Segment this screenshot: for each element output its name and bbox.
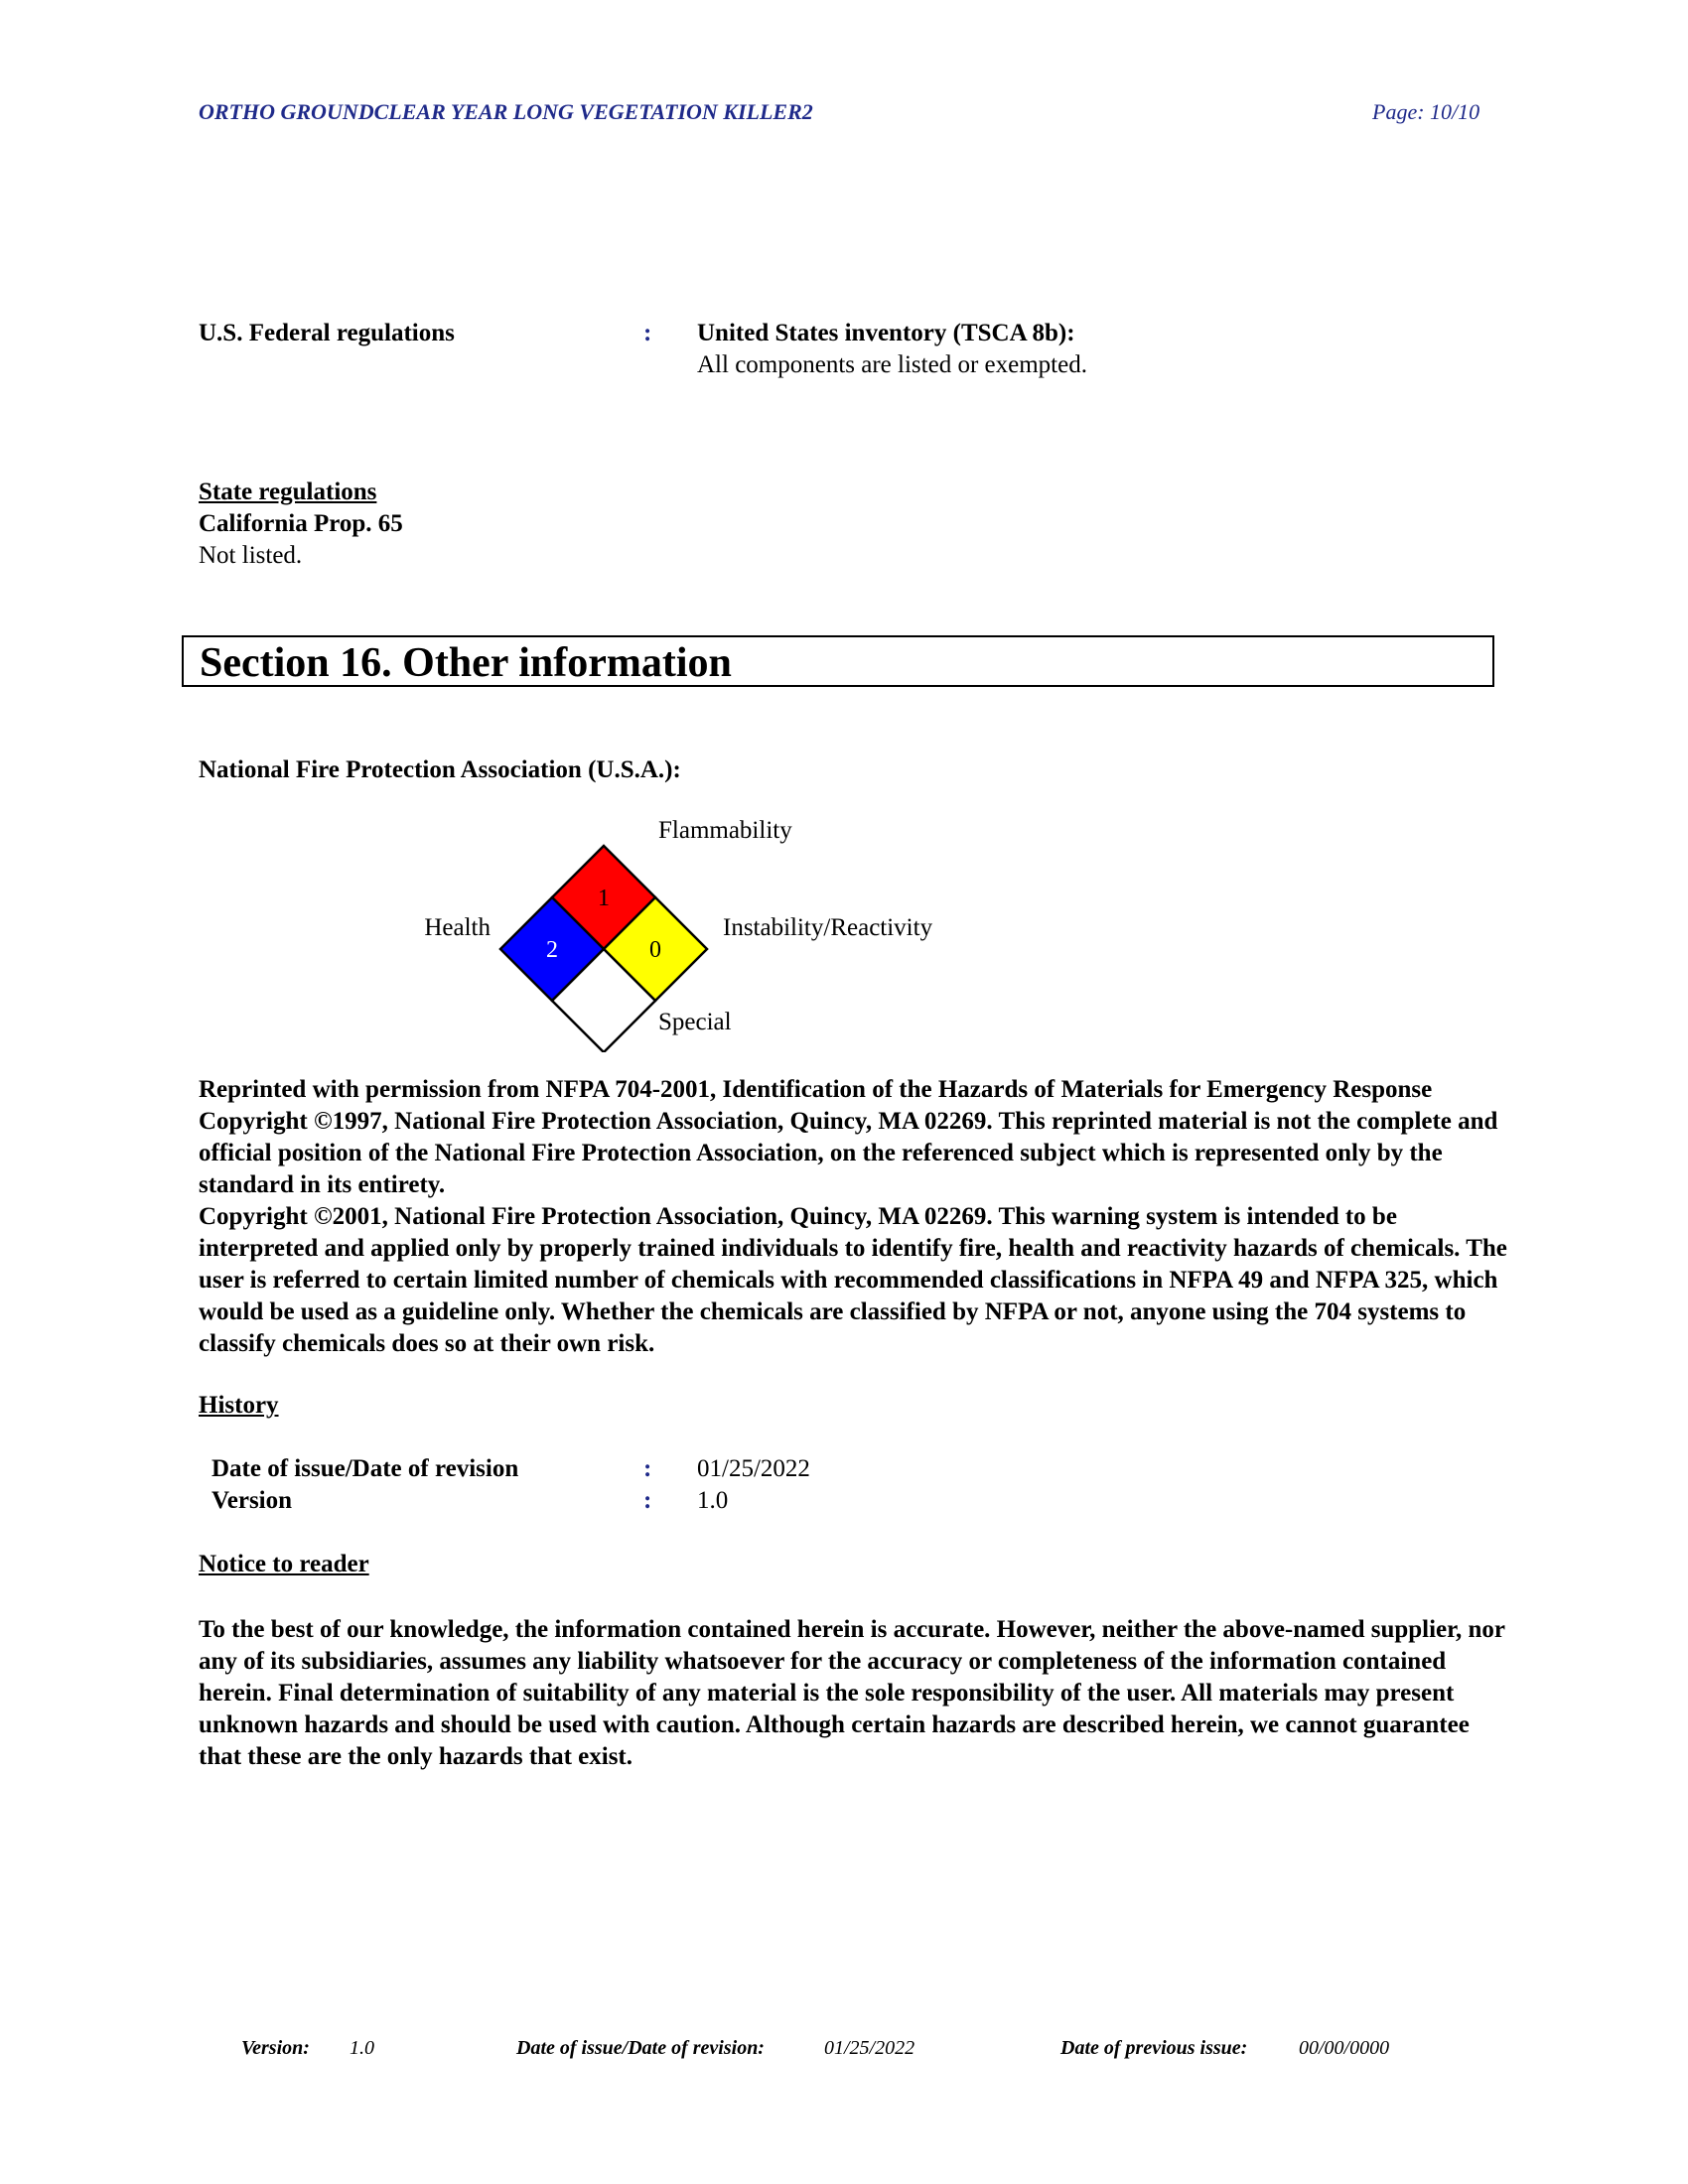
california-prop-65-title: California Prop. 65 [199, 510, 403, 537]
federal-colon: : [643, 320, 652, 346]
california-prop-65-text: Not listed. [199, 542, 303, 569]
footer-previous-value: 00/00/0000 [1299, 2037, 1390, 2059]
flammability-label: Flammability [658, 817, 792, 844]
section-16-header-box [182, 635, 1494, 687]
notice-text: To the best of our knowledge, the information contained herein is accurate. However, neither the above-named supplier, nor any of its subsidiaries, assumes any liability whatsoever for the accuracy or completeness of the information contained herein. Final determination of suitability of any material is the sole responsibility of the user. All materials may present unknown hazards and should be used with caution. Although certain hazards are described herein, we cannot guarantee that these are the only hazards that exist. [199, 1616, 1505, 1770]
footer-previous-label: Date of previous issue: [1060, 2037, 1248, 2059]
health-label: Health [424, 914, 491, 941]
nfpa-reprint-paragraph-2: Copyright ©2001, National Fire Protection Association, Quincy, MA 02269. This warning system is intended to be interpreted and applied only by properly trained individuals to identify fire, health and reactivity hazards of chemicals. The user is referred to certain limited number of chemicals with recommended classifications in NFPA 49 and NFPA 325, which would be used as a guideline only. Whether the chemicals are classified by NFPA or not, anyone using the 704 systems to classify chemicals does so at their own risk. [199, 1203, 1507, 1357]
history-version-value: 1.0 [697, 1487, 729, 1514]
special-label: Special [658, 1009, 732, 1035]
nfpa-heading: National Fire Protection Association (U.S.A.): [199, 756, 681, 783]
document-title: ORTHO GROUNDCLEAR YEAR LONG VEGETATION KILLER2 [199, 99, 813, 124]
tsca-text: All components are listed or exempted. [697, 351, 1087, 378]
section-16-title: Section 16. Other information [200, 640, 732, 686]
history-version-label: Version [211, 1487, 293, 1514]
footer-issue-label: Date of issue/Date of revision: [516, 2037, 765, 2059]
history-issue-date-value: 01/25/2022 [697, 1455, 810, 1482]
federal-regulations-label: U.S. Federal regulations [199, 320, 455, 346]
page-number: Page: 10/10 [1372, 99, 1480, 124]
reactivity-label: Instability/Reactivity [723, 914, 933, 941]
reactivity-value: 0 [649, 937, 661, 963]
footer-version-value: 1.0 [350, 2037, 374, 2059]
notice-heading: Notice to reader [199, 1551, 369, 1577]
state-regulations-heading: State regulations [199, 478, 377, 505]
nfpa-reprint-text [199, 1074, 1509, 1360]
nfpa-diamond [397, 804, 1013, 1052]
history-issue-date-colon: : [643, 1455, 652, 1482]
history-issue-date-label: Date of issue/Date of revision [211, 1455, 519, 1482]
tsca-title: United States inventory (TSCA 8b): [697, 320, 1075, 346]
footer-issue-value: 01/25/2022 [824, 2037, 915, 2059]
flammability-value: 1 [598, 886, 610, 911]
footer-version-label: Version: [241, 2037, 310, 2059]
nfpa-reprint-paragraph-1: Reprinted with permission from NFPA 704-2001, Identification of the Hazards of Materials for Emergency Response Copyright ©1997, National Fire Protection Association, Quincy, MA 02269. This reprinted material is not the complete and official position of the National Fire Protection Association, on the referenced subject which is represented only by the standard in its entirety. [199, 1076, 1498, 1198]
history-heading: History [199, 1392, 279, 1419]
history-version-colon: : [643, 1487, 652, 1514]
health-value: 2 [546, 937, 558, 963]
